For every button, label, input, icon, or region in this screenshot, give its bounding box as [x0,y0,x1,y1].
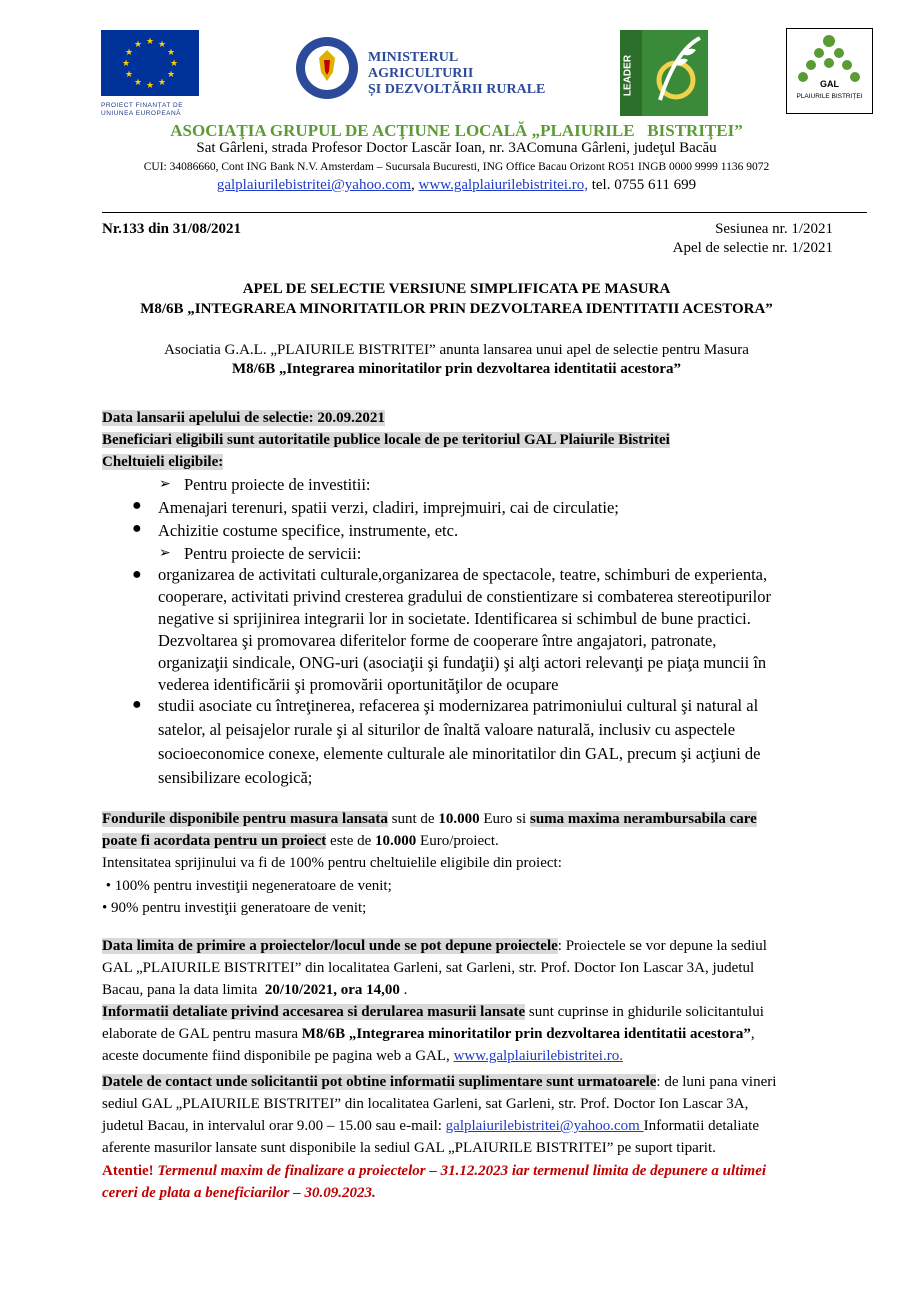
service-item-1: organizarea de activitati culturale,organizarea de spectacole, teatre, schimburi de experienta, cooperare, activitati privind cresterea gradului de constientizare si combaterea stereotipurilor negative si sprijinirea integrarii lor in societate. Identificarea si schimbul de bune practici. Dezvoltarea şi promovarea diferitelor forme de cooperare între angajatori, patronate, organizaţii sindicale, ONG-uri (asociaţii şi fundaţii) şi alţi actori relevanţi pe piaţa muncii în vederea identificării şi promovării oportunităţilor de ocupare [158,565,771,694]
eligible-beneficiaries: Beneficiari eligibili sunt autoritatile publice locale de pe teritoriul GAL Plaiurile Bistritei [102,432,670,448]
svg-text:★: ★ [133,78,143,88]
svg-text:★: ★ [166,48,176,58]
header-phone: tel. 0755 611 699 [587,177,697,193]
organization-fiscal-info: CUI: 34086660, Cont ING Bank N.V. Amsterdam – Sucursala Bucuresti, ING Office Bacau Orizont RO51 INGB 0000 9999 1136 9072 [143,161,770,173]
bullet-icon: ● [132,566,142,583]
session-number: Sesiunea nr. 1/2021 [715,221,833,237]
gal-caption: PLAIURILE BISTRIȚEI [796,93,863,100]
call-number: Apel de selectie nr. 1/2021 [672,240,833,256]
launch-date: Data lansarii apelului de selectie: 20.09.2021 [102,410,385,426]
info-paragraph: Informatii detaliate privind accesarea si derularea masurii lansate sunt cuprinse in ghidurile solicitantului elaborate de GAL pentru masura M8/6B „Integrarea minoritatilor prin dezvoltarea identitatii acestora”, aceste documente fiind disponibile pe pagina web a GAL, www.galplaiurilebistritei.ro. [102,1004,764,1064]
investment-item-1: Amenajari terenuri, spatii verzi, cladiri, imprejmuiri, cai de circulatie; [158,498,619,517]
document-number: Nr.133 din 31/08/2021 [102,221,242,237]
organization-contacts [0,177,913,194]
leader-logo [620,30,708,116]
service-item-2: studii asociate cu întreţinerea, refacerea şi modernizarea patrimoniului cultural şi natural al satelor, al peisajelor rurale şi al siturilor de înaltă valoare naturală, inclusiv cu aspectele socioeconomice conexe, elemente culturale ale minoritatilor din GAL, precum şi acţiuni de sensibilizare ecologică; [158,696,761,787]
svg-text:★: ★ [124,70,134,80]
header-website-link[interactable]: www.galplaiurilebistritei.ro, [418,177,588,193]
eu-logo [101,30,201,117]
title-line-1: APEL DE SELECTIE VERSIUNE SIMPLIFICATA PE MASURA [242,281,671,297]
warning-label: Atentie! [102,1163,154,1179]
svg-text:★: ★ [169,59,179,69]
intensity-item-2: • 90% pentru investiţii generatoare de venit; [102,900,367,916]
title-line-2: M8/6B „INTEGRAREA MINORITATILOR PRIN DEZVOLTAREA IDENTITATII ACESTORA” [140,301,773,317]
eu-caption: PROIECT FINANȚAT DE UNIUNEA EUROPEANĂ [101,102,184,117]
support-intensity: Intensitatea sprijinului va fi de 100% pentru cheltuielile eligibile din proiect: [102,855,562,871]
ministry-name-line1: MINISTERUL AGRICULTURII [368,50,474,81]
contact-paragraph: Datele de contact unde solicitantii pot obtine informatii suplimentare sunt urmatoarele: de luni pana vineri sediul GAL „PLAIURILE BISTRITEI” din localitatea Garleni, sat Garleni, str. Prof. Doctor Ion Lascar 3A, judetul Bacau, in intervalul orar 9.00 – 15.00 sau e-mail: galplaiurilebistritei@yahoo.com Informatii detaliate aferente masurilor lansate sunt disponibile la sediul GAL „PLAIURILE BISTRITEI” pe suport tiparit. [102,1074,777,1156]
leader-text: LEADER [622,54,634,97]
ministry-logo [294,35,564,105]
svg-text:★: ★ [166,70,176,80]
svg-text:★: ★ [124,48,134,58]
arrow-icon: ➢ [159,477,171,492]
bullet-icon: ● [132,497,142,514]
eu-flag-icon [101,30,199,96]
svg-text:★: ★ [121,59,131,69]
info-website-link[interactable]: www.galplaiurilebistritei.ro. [453,1048,623,1064]
bullet-icon: ● [132,696,142,713]
header-email-link[interactable]: galplaiurilebistritei@yahoo.com [216,177,412,193]
gal-logo [786,28,873,114]
svg-text:★: ★ [145,37,155,47]
svg-text:★: ★ [145,81,155,91]
header-separator: , [411,177,419,193]
gal-text: GAL [820,79,839,89]
ministry-name-line2: ȘI DEZVOLTĂRII RURALE [368,82,546,97]
investments-heading: ➢ Pentru proiecte de investitii: [159,475,371,494]
svg-text:★: ★ [133,40,143,50]
organization-address: Sat Gârleni, strada Profesor Doctor Lascăr Ioan, nr. 3AComuna Gârleni, judeţul Bacău [196,140,717,156]
organization-name: ASOCIAŢIA GRUPUL DE ACŢIUNE LOCALĂ „PLAIURILE BISTRIŢEI” [170,121,743,140]
warning-paragraph: Atentie! Termenul maxim de finalizare a proiectelor – 31.12.2023 iar termenul limita de depunere a ultimei cereri de plata a beneficiarilor – 30.09.2023. [102,1163,767,1201]
eligible-expenses-label: Cheltuieli eligibile: [102,454,224,470]
funds-paragraph: Fondurile disponibile pentru masura lansata sunt de 10.000 Euro si suma maxima nerambursabila care poate fi acordata pentru un proiect este de 10.000 Euro/proiect. [102,811,757,849]
svg-text:★: ★ [157,40,167,50]
header-divider [102,212,867,213]
deadline-paragraph: Data limita de primire a proiectelor/locul unde se pot depune proiectele: Proiectele se vor depune la sediul GAL „PLAIURILE BISTRITEI” din localitatea Garleni, sat Garleni, str. Prof. Doctor Ion Lascar 3A, judetul Bacau, pana la data limita 20/10/2021, ora 14,00 . [102,938,767,998]
romanian-government-seal-icon [294,35,360,101]
investment-item-2: Achizitie costume specifice, instrumente, etc. [158,521,459,540]
contact-email-link[interactable]: galplaiurilebistritei@yahoo.com [445,1118,644,1134]
bullet-icon: ● [132,520,142,537]
intro-line-2: M8/6B „Integrarea minoritatilor prin dezvoltarea identitatii acestora” [231,361,682,377]
services-heading: ➢ Pentru proiecte de servicii: [159,544,362,563]
arrow-icon: ➢ [159,546,171,561]
intro-line-1: Asociatia G.A.L. „PLAIURILE BISTRITEI” anunta lansarea unui apel de selectie pentru Masura [164,342,749,358]
svg-text:★: ★ [157,78,167,88]
intensity-item-1: • 100% pentru investiţii negeneratoare de venit; [102,878,392,894]
